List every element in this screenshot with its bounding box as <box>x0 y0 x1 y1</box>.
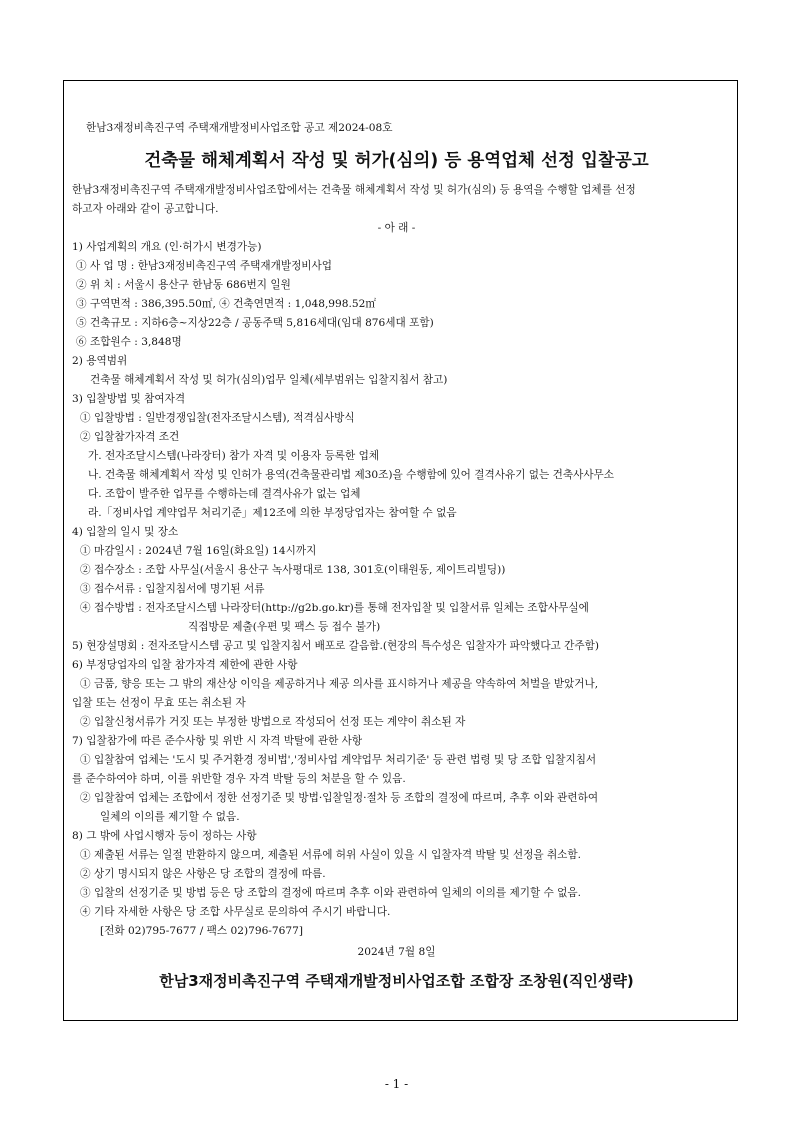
section-1-item: ⑥ 조합원수 : 3,848명 <box>76 336 182 348</box>
section-3-subitem: 나. 건축물 해체계획서 작성 및 인허가 용역(건축물관리법 제30조)을 수행함에 있어 결격사유기 없는 건축사사무소 <box>88 469 615 481</box>
section-1-item: ⑤ 건축규모 : 지하6층~지상22층 / 공동주택 5,816세대(임대 876세대 포함) <box>76 317 434 329</box>
section-3-subitem: 라.「정비사업 계약업무 처리기준」제12조에 의한 부정당업자는 참여할 수 없음 <box>88 507 457 519</box>
section-4-item: ② 접수장소 : 조합 사무실(서울시 용산구 녹사평대로 138, 301호(이태원동, 제이트리빌딩)) <box>80 564 506 576</box>
page-title: 건축물 해체계획서 작성 및 허가(심의) 등 용역업체 선정 입찰공고 <box>144 151 649 171</box>
page-number: - 1 - <box>384 1077 409 1091</box>
section-6-heading: 6) 부정당업자의 입찰 참가자격 제한에 관한 사항 <box>72 659 298 671</box>
section-2-body: 건축물 해체계획서 작성 및 허가(심의)업무 일체(세부범위는 입찰지침서 참고) <box>90 374 448 386</box>
section-3-subitem: 다. 조합이 발주한 업무를 수행하는데 결격사유가 없는 업체 <box>88 488 361 500</box>
section-3-item: ② 입찰참가자격 조건 <box>80 431 180 443</box>
section-6-item-cont: 입찰 또는 선정이 무효 또는 취소된 자 <box>72 697 246 709</box>
section-7-item: ② 입찰참여 업체는 조합에서 정한 선정기준 및 방법·입찰일정·절차 등 조합의 결정에 따르며, 추후 이와 관련하여 <box>80 792 599 804</box>
section-7-item-cont: 를 준수하여야 하며, 이를 위반할 경우 자격 박탈 등의 처분을 할 수 있음. <box>72 773 406 785</box>
intro-line-2: 하고자 아래와 같이 공고합니다. <box>72 203 219 215</box>
section-4-item: ③ 접수서류 : 입찰지침서에 명기된 서류 <box>80 583 265 595</box>
section-7-heading: 7) 입찰참가에 따른 준수사항 및 위반 시 자격 박탈에 관한 사항 <box>72 735 363 747</box>
section-2-heading: 2) 용역범위 <box>72 355 128 367</box>
section-3-item: ① 입찰방법 : 일반경쟁입찰(전자조달시스템), 적격심사방식 <box>80 412 355 424</box>
section-1-item: ① 사 업 명 : 한남3재정비촉진구역 주택재개발정비사업 <box>76 260 333 272</box>
section-3-subitem: 가. 전자조달시스템(나라장터) 참가 자격 및 이용자 등록한 업체 <box>88 450 380 462</box>
section-8-item: ① 제출된 서류는 일절 반환하지 않으며, 제출된 서류에 허위 사실이 있을 시 입찰자격 박탈 및 선정을 취소함. <box>80 849 582 861</box>
section-8-item: ② 상기 명시되지 않은 사항은 당 조합의 결정에 따름. <box>80 868 326 880</box>
contact-info: [전화 02)795-7677 / 팩스 02)796-7677] <box>100 925 303 937</box>
section-4-item-cont: 직접방문 제출(우편 및 팩스 등 접수 불가) <box>188 621 381 633</box>
section-1-heading: 1) 사업계획의 개요 (인·허가시 변경가능) <box>72 241 262 253</box>
section-6-item: ② 입찰신청서류가 거짓 또는 부정한 방법으로 작성되어 선정 또는 계약이 취소된 자 <box>80 716 466 728</box>
section-8-item: ③ 입찰의 선정기준 및 방법 등은 당 조합의 결정에 따르며 추후 이와 관련하여 일체의 이의를 제기할 수 없음. <box>80 887 582 899</box>
section-4-item: ① 마감일시 : 2024년 7월 16일(화요일) 14시까지 <box>80 545 317 557</box>
signature: 한남3재정비촉진구역 주택재개발정비사업조합 조합장 조창원(직인생략) <box>159 972 634 990</box>
intro-line-1: 한남3재정비촉진구역 주택재개발정비사업조합에서는 건축물 해체계획서 작성 및 허가(심의) 등 용역을 수행할 업체를 선정 <box>72 184 636 196</box>
announcement-date: 2024년 7월 8일 <box>357 946 436 958</box>
section-8-heading: 8) 그 밖에 사업시행자 등이 정하는 사항 <box>72 830 257 842</box>
below-heading: - 아 래 - <box>377 222 416 234</box>
section-7-item: ① 입찰참여 업체는 '도시 및 주거환경 정비법','정비사업 계약업무 처리기준' 등 관련 법령 및 당 조합 입찰지침서 <box>80 754 597 766</box>
section-7-item-cont: 일체의 이의를 제기할 수 없음. <box>100 811 240 823</box>
notice-number: 한남3재정비촉진구역 주택재개발정비사업조합 공고 제2024-08호 <box>86 122 393 134</box>
section-3-heading: 3) 입찰방법 및 참여자격 <box>72 393 186 405</box>
section-1-item: ③ 구역면적 : 386,395.50㎡, ④ 건축연면적 : 1,048,998.52㎡ <box>76 298 376 310</box>
section-5: 5) 현장설명회 : 전자조달시스템 공고 및 입찰지침서 배포로 갈음함.(현장의 특수성은 입찰자가 파악했다고 간주함) <box>72 640 599 652</box>
section-6-item: ① 금품, 향응 또는 그 밖의 재산상 이익을 제공하거나 제공 의사를 표시하거나 제공을 약속하여 처벌을 받았거나, <box>80 678 599 690</box>
section-4-item: ④ 접수방법 : 전자조달시스템 나라장터(http://g2b.go.kr)를 통해 전자입찰 및 입찰서류 일체는 조합사무실에 <box>80 602 589 614</box>
section-1-item: ② 위 치 : 서울시 용산구 한남동 686번지 일원 <box>76 279 291 291</box>
section-8-item: ④ 기타 자세한 사항은 당 조합 사무실로 문의하여 주시기 바랍니다. <box>80 906 391 918</box>
section-4-heading: 4) 입찰의 일시 및 장소 <box>72 526 179 538</box>
